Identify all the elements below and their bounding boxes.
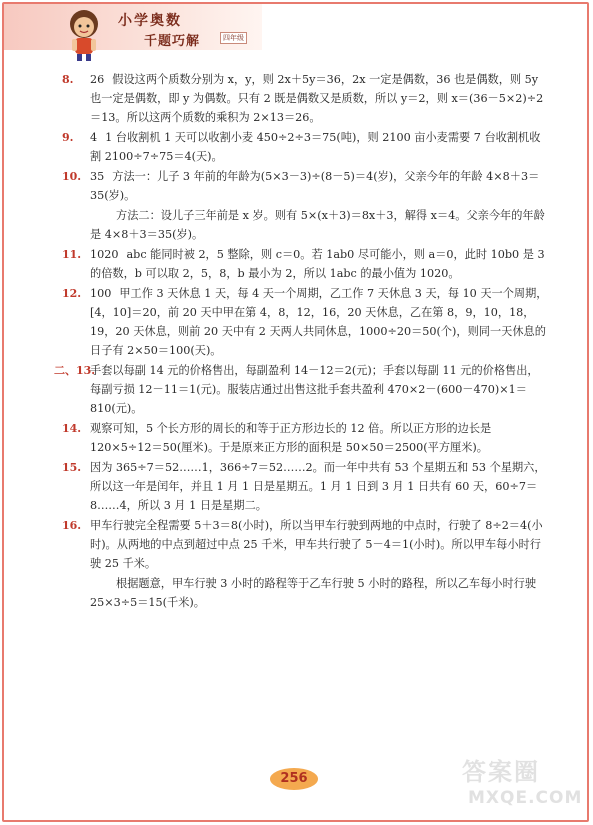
page-number: 256 bbox=[270, 768, 318, 790]
answer-explanation: 甲工作 3 天休息 1 天，每 4 天一个周期，乙工作 7 天休息 3 天，每 10 天一个周期，[4，10]＝20，前 20 天中甲在第 4，8，12，16，20 天休息，乙在第 8，9，10，18，19，20 天休息，则前 20 天中有 2 天两人共同休息，1000÷20＝50(个)，则同一天休息的日子有 2×50＝100(天)。 bbox=[90, 287, 548, 357]
answer-value: 26 bbox=[90, 73, 105, 86]
answer-entry bbox=[62, 516, 548, 573]
watermark-logo bbox=[440, 752, 583, 814]
answer-explanation: abc 能同时被 2，5 整除，则 c＝0。若 1ab0 尽可能小，则 a＝0，此时 10b0 是 3 的倍数，b 可以取 2，5，8，b 最小为 2，所以 1abc 的最小值为 1020。 bbox=[90, 248, 545, 280]
answer-entry bbox=[62, 128, 548, 166]
answer-entry bbox=[62, 458, 548, 515]
watermark-url: MXQE.COM bbox=[468, 788, 583, 808]
answer-explanation: 因为 365÷7＝52……1，366÷7＝52……2。而一年中共有 53 个星期五和 53 个星期六，所以这一年是闰年，并且 1 月 1 日是星期五。1 月 1 日到 3 月 1 日共有 60 天，60÷7＝8……4，所以 3 月 1 日是星期二。 bbox=[90, 461, 546, 512]
answer-continuation: 根据题意，甲车行驶 3 小时的路程等于乙车行驶 5 小时的路程，所以乙车每小时行驶 25×3÷5＝15(千米)。 bbox=[90, 577, 537, 609]
watermark-text: 答案圈 bbox=[462, 758, 540, 786]
question-number: 10. bbox=[62, 170, 82, 183]
answer-value: 100 bbox=[90, 287, 112, 300]
question-number: 11. bbox=[62, 248, 82, 261]
question-number: 14. bbox=[62, 422, 82, 435]
answer-entry bbox=[62, 284, 548, 360]
question-number: 二、13. bbox=[54, 364, 96, 377]
answer-explanation: 1 台收割机 1 天可以收割小麦 450÷2÷3＝75(吨)，则 2100 亩小麦需要 7 台收割机收割 2100÷7÷75＝4(天)。 bbox=[90, 131, 541, 163]
answer-value: 4 bbox=[90, 131, 98, 144]
mascot-icon bbox=[58, 4, 110, 62]
answer-entry bbox=[54, 361, 548, 418]
answer-explanation: 假设这两个质数分别为 x，y，则 2x＋5y＝36，2x 一定是偶数，36 也是偶数，则 5y 也一定是偶数，即 y 为偶数。只有 2 既是偶数又是质数，所以 y＝2，则 x＝(36－5×2)÷2＝13。所以这两个质数的乘积为 2×13＝26。 bbox=[90, 73, 544, 124]
answer-explanation: 观察可知，5 个长方形的周长的和等于正方形边长的 12 倍。所以正方形的边长是 120×5÷12＝50(厘米)。于是原来正方形的面积是 50×50＝2500(平方厘米)。 bbox=[90, 422, 492, 454]
answer-list bbox=[0, 70, 593, 613]
answer-continuation: 方法二：设儿子三年前是 x 岁。则有 5×(x＋3)＝8x＋3，解得 x＝4。父亲今年的年龄是 4×8＋3＝35(岁)。 bbox=[90, 209, 545, 241]
question-number: 15. bbox=[62, 461, 82, 474]
answer-explanation: 甲车行驶完全程需要 5＋3＝8(小时)，所以当甲车行驶到两地的中点时，行驶了 8÷2＝4(小时)。从两地的中点到超过中点 25 千米，甲车共行驶了 5－4＝1(小时)。所以甲车每小时行驶 25 千米。 bbox=[90, 519, 543, 570]
question-number: 12. bbox=[62, 287, 82, 300]
answer-explanation: 手套以每副 14 元的价格售出，每副盈利 14－12＝2(元)；手套以每副 11 元的价格售出，每副亏损 12－11＝1(元)。服装店通过出售这批手套共盈利 470×2－(600－470)×1＝810(元)。 bbox=[90, 364, 539, 415]
book-subtitle: 千题巧解 bbox=[144, 34, 201, 49]
grade-badge: 四年级 bbox=[220, 32, 247, 44]
question-number: 16. bbox=[62, 519, 82, 532]
answer-entry bbox=[62, 70, 548, 127]
answer-entry bbox=[62, 245, 548, 283]
answer-explanation: 方法一：儿子 3 年前的年龄为(5×3－3)÷(8－5)＝4(岁)，父亲今年的年龄 4×8＋3＝35(岁)。 bbox=[90, 170, 540, 202]
answer-value: 35 bbox=[90, 170, 105, 183]
answer-value: 1020 bbox=[90, 248, 119, 261]
answer-entry bbox=[62, 419, 548, 457]
answer-entry bbox=[62, 167, 548, 205]
book-series-title: 小学奥数 bbox=[118, 13, 182, 29]
question-number: 8. bbox=[62, 73, 74, 86]
question-number: 9. bbox=[62, 131, 74, 144]
